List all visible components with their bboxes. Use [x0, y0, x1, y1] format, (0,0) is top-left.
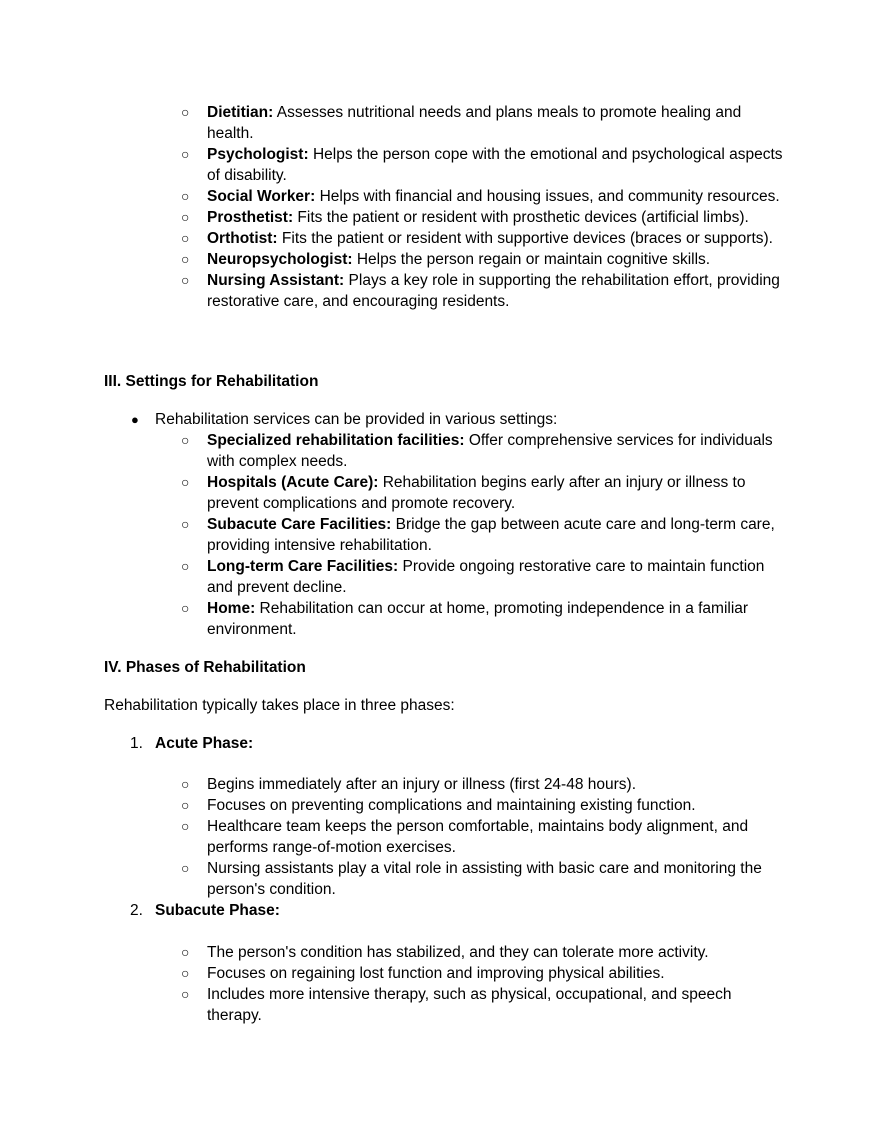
list-item — [181, 472, 787, 514]
sub-bullet-marker: ○ — [181, 516, 190, 532]
bullet-marker: ● — [131, 412, 139, 427]
phase-2-heading — [130, 900, 280, 921]
sub-bullet-marker: ○ — [181, 986, 190, 1002]
list-item — [181, 514, 787, 556]
sub-bullet-marker: ○ — [181, 558, 190, 574]
sub-bullet-marker: ○ — [181, 146, 190, 162]
list-item — [181, 556, 787, 598]
item-text: Offer comprehensive services for individuals with complex needs. — [207, 432, 773, 470]
item-text: Helps the person cope with the emotional and psychological aspects of disability. — [207, 146, 783, 184]
phase-1-list — [0, 774, 880, 900]
list-item — [181, 774, 787, 795]
item-title: Prosthetist: — [207, 209, 294, 226]
item-text: Helps the person regain or maintain cognitive skills. — [352, 251, 711, 268]
sub-bullet-marker: ○ — [181, 251, 190, 267]
list-item — [181, 186, 787, 207]
bullet-text: Rehabilitation services can be provided in various settings: — [155, 411, 558, 428]
item-text: Begins immediately after an injury or illness (first 24-48 hours). — [207, 776, 637, 793]
item-text: Fits the patient or resident with supportive devices (braces or supports). — [277, 230, 773, 247]
team-members-list — [0, 102, 880, 312]
list-item — [181, 207, 787, 228]
list-item — [181, 984, 787, 1026]
section-heading-phases: IV. Phases of Rehabilitation — [104, 659, 306, 676]
item-text: Focuses on regaining lost function and improving physical abilities. — [207, 965, 665, 982]
sub-bullet-marker: ○ — [181, 272, 190, 288]
sub-bullet-marker: ○ — [181, 600, 190, 616]
list-item — [181, 228, 787, 249]
item-title: Orthotist: — [207, 230, 278, 247]
list-item — [181, 144, 787, 186]
sub-bullet-marker: ○ — [181, 776, 190, 792]
sub-bullet-marker: ○ — [181, 474, 190, 490]
sub-bullet-marker: ○ — [181, 944, 190, 960]
item-text: Plays a key role in supporting the rehabilitation effort, providing restorative care, and encouraging residents. — [207, 272, 780, 310]
list-number: 1. — [130, 735, 143, 752]
sub-bullet-marker: ○ — [181, 209, 190, 225]
item-title: Home: — [207, 600, 256, 617]
item-text: Helps with financial and housing issues, and community resources. — [315, 188, 780, 205]
list-item — [181, 598, 787, 640]
item-title: Long-term Care Facilities: — [207, 558, 399, 575]
item-text: Rehabilitation can occur at home, promoting independence in a familiar environment. — [207, 600, 749, 638]
list-number: 2. — [130, 902, 143, 919]
item-title: Subacute Care Facilities: — [207, 516, 392, 533]
item-text: Assesses nutritional needs and plans meals to promote healing and health. — [207, 104, 742, 142]
list-item — [181, 430, 787, 472]
list-item — [181, 270, 787, 312]
item-title: Psychologist: — [207, 146, 309, 163]
item-text: The person's condition has stabilized, and they can tolerate more activity. — [207, 944, 709, 961]
sub-bullet-marker: ○ — [181, 230, 190, 246]
list-item — [181, 858, 787, 900]
sub-bullet-marker: ○ — [181, 965, 190, 981]
item-text: Provide ongoing restorative care to maintain function and prevent decline. — [207, 558, 765, 596]
list-item — [181, 102, 787, 144]
item-text: Nursing assistants play a vital role in assisting with basic care and monitoring the person's condition. — [207, 860, 762, 898]
list-item — [181, 963, 787, 984]
item-text: Includes more intensive therapy, such as physical, occupational, and speech therapy. — [207, 986, 732, 1024]
list-item — [181, 816, 787, 858]
list-item — [181, 249, 787, 270]
phases-intro: Rehabilitation typically takes place in three phases: — [104, 697, 455, 714]
item-title: Specialized rehabilitation facilities: — [207, 432, 465, 449]
phase-1-heading — [130, 733, 254, 754]
sub-bullet-marker: ○ — [181, 797, 190, 813]
item-title: Hospitals (Acute Care): — [207, 474, 379, 491]
item-title: Neuropsychologist: — [207, 251, 353, 268]
sub-bullet-marker: ○ — [181, 818, 190, 834]
list-item — [181, 942, 787, 963]
phase-title: Acute Phase: — [155, 735, 254, 752]
list-item — [181, 795, 787, 816]
item-text: Healthcare team keeps the person comfortable, maintains body alignment, and performs range-of-motion exercises. — [207, 818, 749, 856]
sub-bullet-marker: ○ — [181, 188, 190, 204]
phase-title: Subacute Phase: — [155, 902, 280, 919]
phase-2-list — [0, 942, 880, 1026]
sub-bullet-marker: ○ — [181, 860, 190, 876]
sub-bullet-marker: ○ — [181, 104, 190, 120]
sub-bullet-marker: ○ — [181, 432, 190, 448]
item-text: Bridge the gap between acute care and long-term care, providing intensive rehabilitation. — [207, 516, 775, 554]
bullet-item — [131, 409, 775, 430]
item-title: Social Worker: — [207, 188, 316, 205]
item-title: Dietitian: — [207, 104, 274, 121]
item-title: Nursing Assistant: — [207, 272, 345, 289]
item-text: Rehabilitation begins early after an injury or illness to prevent complications and promote recovery. — [207, 474, 746, 512]
item-text: Focuses on preventing complications and maintaining existing function. — [207, 797, 696, 814]
item-text: Fits the patient or resident with prosthetic devices (artificial limbs). — [293, 209, 749, 226]
section-heading-settings: III. Settings for Rehabilitation — [104, 373, 319, 390]
settings-list — [0, 409, 880, 640]
